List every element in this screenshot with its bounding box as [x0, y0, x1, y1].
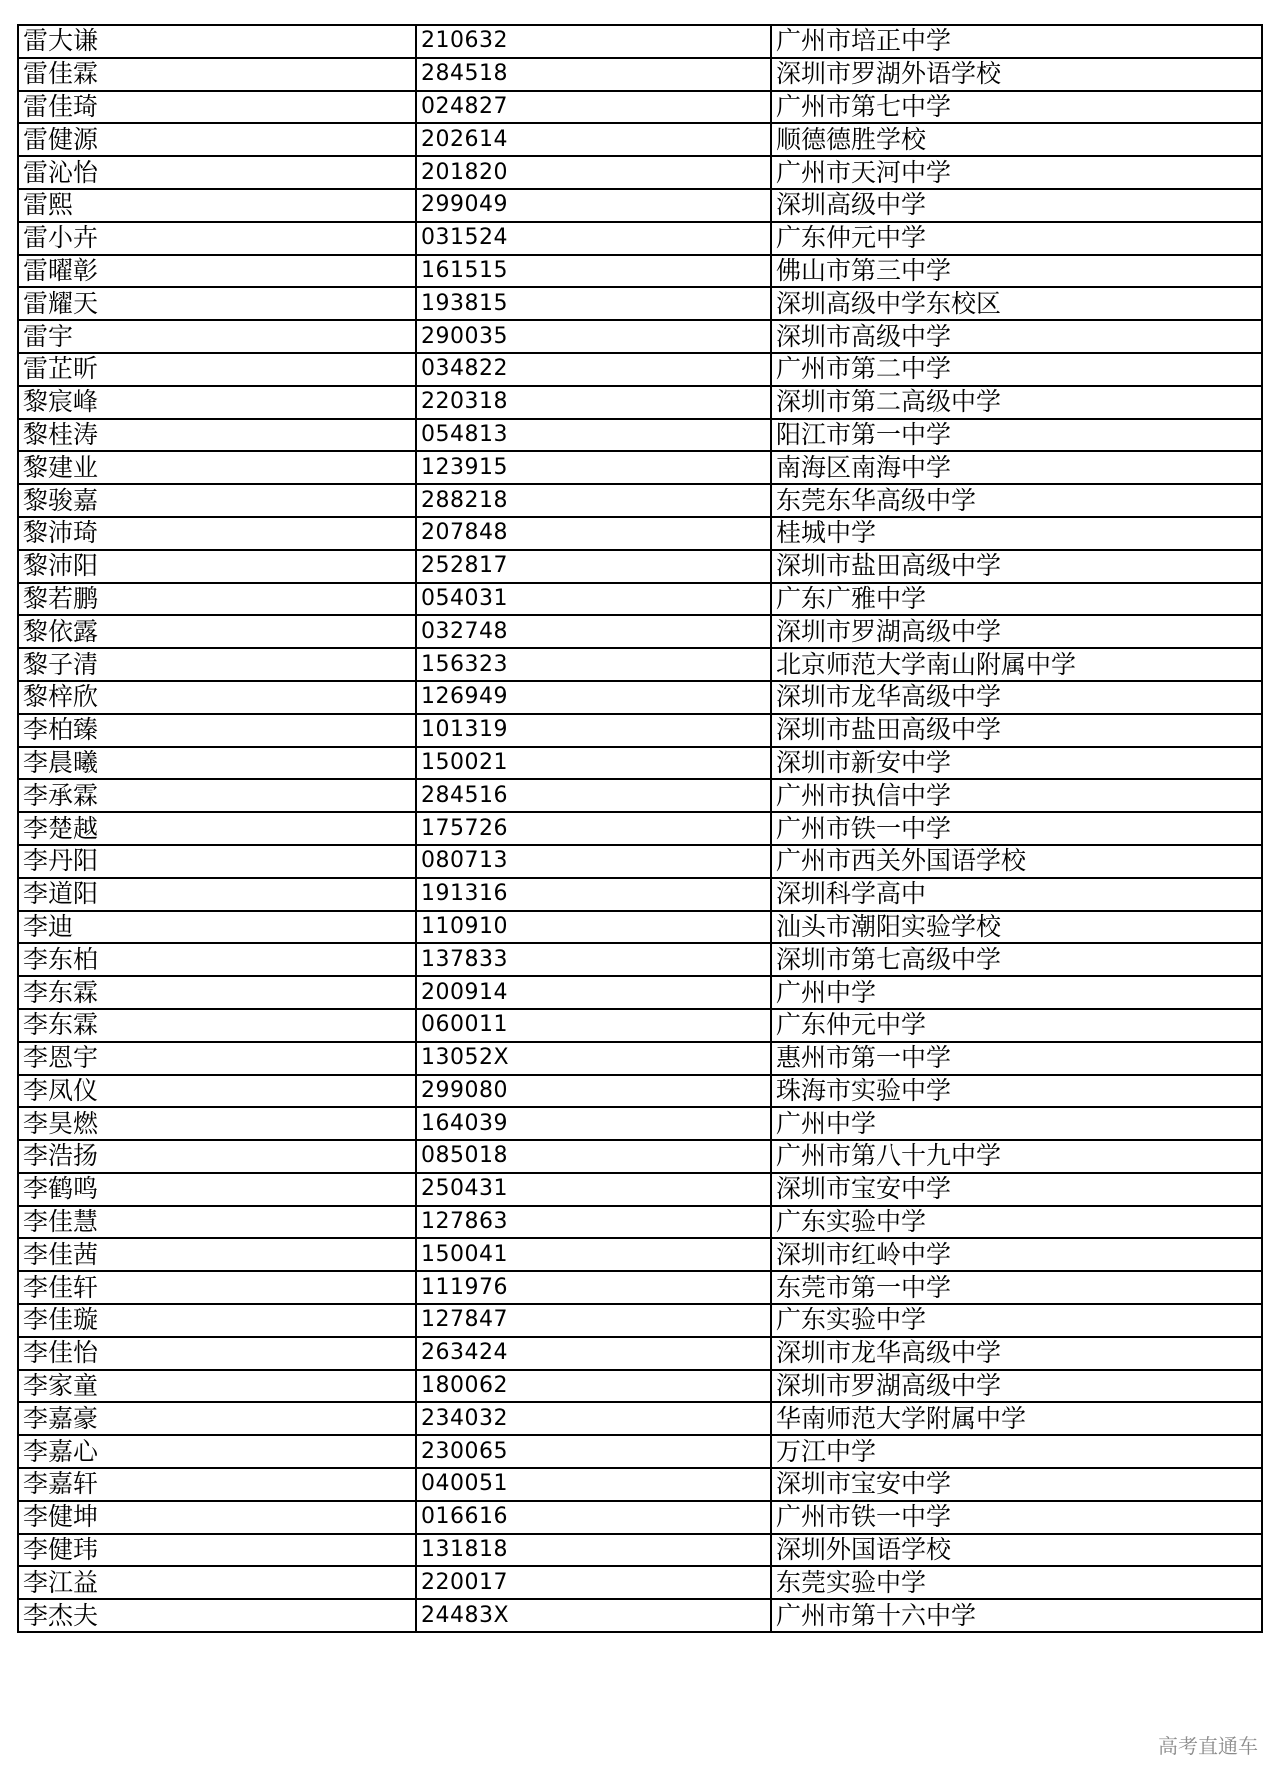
school-name-cell: 深圳市龙华高级中学 — [771, 1337, 1262, 1370]
candidate-id-cell: 299049 — [416, 189, 771, 222]
candidate-id-cell: 164039 — [416, 1107, 771, 1140]
school-name-cell: 深圳科学高中 — [771, 878, 1262, 911]
school-name-cell: 广州市西关外国语学校 — [771, 845, 1262, 878]
candidate-id-cell: 202614 — [416, 123, 771, 156]
school-name-cell: 广州中学 — [771, 976, 1262, 1009]
table-row — [18, 714, 1262, 747]
table-row — [18, 517, 1262, 550]
table-row — [18, 943, 1262, 976]
school-name-cell: 深圳市第二高级中学 — [771, 386, 1262, 419]
school-name-cell: 广州中学 — [771, 1107, 1262, 1140]
school-name-cell: 深圳市盐田高级中学 — [771, 550, 1262, 583]
candidate-id-cell: 060011 — [416, 1009, 771, 1042]
table-row — [18, 1238, 1262, 1271]
candidate-id-cell: 193815 — [416, 287, 771, 320]
school-name-cell: 广东仲元中学 — [771, 1009, 1262, 1042]
student-name-cell: 李丹阳 — [18, 845, 416, 878]
school-name-cell: 华南师范大学附属中学 — [771, 1402, 1262, 1435]
school-name-cell: 东莞市第一中学 — [771, 1271, 1262, 1304]
candidate-id-cell: 210632 — [416, 25, 771, 58]
school-name-cell: 广州市铁一中学 — [771, 812, 1262, 845]
student-name-cell: 黎若鹏 — [18, 583, 416, 616]
school-name-cell: 汕头市潮阳实验学校 — [771, 911, 1262, 944]
table-row — [18, 812, 1262, 845]
table-row — [18, 287, 1262, 320]
candidate-id-cell: 299080 — [416, 1075, 771, 1108]
candidate-id-cell: 207848 — [416, 517, 771, 550]
table-row — [18, 550, 1262, 583]
table-row — [18, 353, 1262, 386]
table-row — [18, 1140, 1262, 1173]
student-name-cell: 李东柏 — [18, 943, 416, 976]
school-name-cell: 广州市天河中学 — [771, 156, 1262, 189]
table-row — [18, 1435, 1262, 1468]
candidate-id-cell: 284518 — [416, 58, 771, 91]
table-row — [18, 1206, 1262, 1239]
table-row — [18, 615, 1262, 648]
school-name-cell: 深圳高级中学东校区 — [771, 287, 1262, 320]
roster-table — [17, 24, 1263, 1633]
student-name-cell: 李嘉豪 — [18, 1402, 416, 1435]
student-name-cell: 黎骏嘉 — [18, 484, 416, 517]
table-row — [18, 747, 1262, 780]
table-row — [18, 1042, 1262, 1075]
school-name-cell: 广州市铁一中学 — [771, 1501, 1262, 1534]
student-name-cell: 雷小卉 — [18, 222, 416, 255]
student-name-cell: 李嘉轩 — [18, 1468, 416, 1501]
school-name-cell: 广东实验中学 — [771, 1304, 1262, 1337]
school-name-cell: 顺德德胜学校 — [771, 123, 1262, 156]
candidate-id-cell: 054813 — [416, 419, 771, 452]
student-name-cell: 李迪 — [18, 911, 416, 944]
table-row — [18, 156, 1262, 189]
student-name-cell: 李东霖 — [18, 976, 416, 1009]
candidate-id-cell: 250431 — [416, 1173, 771, 1206]
table-row — [18, 189, 1262, 222]
table-row — [18, 1370, 1262, 1403]
student-name-cell: 李东霖 — [18, 1009, 416, 1042]
student-name-cell: 李浩扬 — [18, 1140, 416, 1173]
school-name-cell: 广州市第八十九中学 — [771, 1140, 1262, 1173]
school-name-cell: 深圳外国语学校 — [771, 1534, 1262, 1567]
table-row — [18, 911, 1262, 944]
candidate-id-cell: 252817 — [416, 550, 771, 583]
candidate-id-cell: 034822 — [416, 353, 771, 386]
candidate-id-cell: 127863 — [416, 1206, 771, 1239]
candidate-id-cell: 032748 — [416, 615, 771, 648]
table-row — [18, 1337, 1262, 1370]
student-name-cell: 李佳璇 — [18, 1304, 416, 1337]
student-name-cell: 雷曜彰 — [18, 255, 416, 288]
candidate-id-cell: 111976 — [416, 1271, 771, 1304]
student-name-cell: 黎建业 — [18, 451, 416, 484]
school-name-cell: 北京师范大学南山附属中学 — [771, 648, 1262, 681]
candidate-id-cell: 175726 — [416, 812, 771, 845]
student-name-cell: 雷沁怡 — [18, 156, 416, 189]
candidate-id-cell: 220318 — [416, 386, 771, 419]
student-name-cell: 李健坤 — [18, 1501, 416, 1534]
student-name-cell: 李杰夫 — [18, 1599, 416, 1632]
school-name-cell: 深圳市罗湖高级中学 — [771, 615, 1262, 648]
candidate-id-cell: 288218 — [416, 484, 771, 517]
school-name-cell: 深圳市红岭中学 — [771, 1238, 1262, 1271]
student-name-cell: 李凤仪 — [18, 1075, 416, 1108]
student-name-cell: 李昊燃 — [18, 1107, 416, 1140]
school-name-cell: 广东实验中学 — [771, 1206, 1262, 1239]
school-name-cell: 万江中学 — [771, 1435, 1262, 1468]
student-name-cell: 李佳茜 — [18, 1238, 416, 1271]
candidate-id-cell: 131818 — [416, 1534, 771, 1567]
candidate-id-cell: 234032 — [416, 1402, 771, 1435]
student-name-cell: 雷大谦 — [18, 25, 416, 58]
school-name-cell: 深圳市罗湖外语学校 — [771, 58, 1262, 91]
table-row — [18, 222, 1262, 255]
school-name-cell: 广州市培正中学 — [771, 25, 1262, 58]
roster-sheet — [17, 24, 1261, 1633]
student-name-cell: 黎梓欣 — [18, 681, 416, 714]
school-name-cell: 广东仲元中学 — [771, 222, 1262, 255]
roster-body — [18, 25, 1262, 1632]
table-row — [18, 1304, 1262, 1337]
student-name-cell: 黎子清 — [18, 648, 416, 681]
candidate-id-cell: 024827 — [416, 91, 771, 124]
candidate-id-cell: 080713 — [416, 845, 771, 878]
table-row — [18, 386, 1262, 419]
school-name-cell: 深圳市罗湖高级中学 — [771, 1370, 1262, 1403]
student-name-cell: 李健玮 — [18, 1534, 416, 1567]
school-name-cell: 珠海市实验中学 — [771, 1075, 1262, 1108]
candidate-id-cell: 123915 — [416, 451, 771, 484]
student-name-cell: 雷佳霖 — [18, 58, 416, 91]
candidate-id-cell: 180062 — [416, 1370, 771, 1403]
candidate-id-cell: 290035 — [416, 320, 771, 353]
student-name-cell: 黎沛琦 — [18, 517, 416, 550]
school-name-cell: 广州市第七中学 — [771, 91, 1262, 124]
candidate-id-cell: 220017 — [416, 1566, 771, 1599]
school-name-cell: 南海区南海中学 — [771, 451, 1262, 484]
candidate-id-cell: 24483X — [416, 1599, 771, 1632]
table-row — [18, 1107, 1262, 1140]
student-name-cell: 李楚越 — [18, 812, 416, 845]
school-name-cell: 深圳市龙华高级中学 — [771, 681, 1262, 714]
student-name-cell: 李鹤鸣 — [18, 1173, 416, 1206]
student-name-cell: 李佳怡 — [18, 1337, 416, 1370]
student-name-cell: 李佳慧 — [18, 1206, 416, 1239]
school-name-cell: 深圳市盐田高级中学 — [771, 714, 1262, 747]
table-row — [18, 878, 1262, 911]
candidate-id-cell: 156323 — [416, 648, 771, 681]
candidate-id-cell: 101319 — [416, 714, 771, 747]
school-name-cell: 东莞东华高级中学 — [771, 484, 1262, 517]
student-name-cell: 黎宸峰 — [18, 386, 416, 419]
table-row — [18, 25, 1262, 58]
student-name-cell: 黎依露 — [18, 615, 416, 648]
candidate-id-cell: 13052X — [416, 1042, 771, 1075]
school-name-cell: 深圳市高级中学 — [771, 320, 1262, 353]
school-name-cell: 深圳市宝安中学 — [771, 1173, 1262, 1206]
school-name-cell: 阳江市第一中学 — [771, 419, 1262, 452]
candidate-id-cell: 263424 — [416, 1337, 771, 1370]
student-name-cell: 黎沛阳 — [18, 550, 416, 583]
table-row — [18, 58, 1262, 91]
student-name-cell: 雷芷昕 — [18, 353, 416, 386]
school-name-cell: 广州市执信中学 — [771, 779, 1262, 812]
table-row — [18, 1566, 1262, 1599]
candidate-id-cell: 137833 — [416, 943, 771, 976]
table-row — [18, 1271, 1262, 1304]
school-name-cell: 广东广雅中学 — [771, 583, 1262, 616]
student-name-cell: 李嘉心 — [18, 1435, 416, 1468]
school-name-cell: 桂城中学 — [771, 517, 1262, 550]
table-row — [18, 123, 1262, 156]
student-name-cell: 李晨曦 — [18, 747, 416, 780]
school-name-cell: 惠州市第一中学 — [771, 1042, 1262, 1075]
student-name-cell: 李恩宇 — [18, 1042, 416, 1075]
table-row — [18, 583, 1262, 616]
table-row — [18, 451, 1262, 484]
candidate-id-cell: 201820 — [416, 156, 771, 189]
student-name-cell: 李江益 — [18, 1566, 416, 1599]
candidate-id-cell: 230065 — [416, 1435, 771, 1468]
table-row — [18, 1075, 1262, 1108]
table-row — [18, 976, 1262, 1009]
student-name-cell: 李佳轩 — [18, 1271, 416, 1304]
student-name-cell: 雷熙 — [18, 189, 416, 222]
school-name-cell: 广州市第十六中学 — [771, 1599, 1262, 1632]
student-name-cell: 雷健源 — [18, 123, 416, 156]
school-name-cell: 深圳高级中学 — [771, 189, 1262, 222]
candidate-id-cell: 126949 — [416, 681, 771, 714]
table-row — [18, 1501, 1262, 1534]
table-row — [18, 320, 1262, 353]
candidate-id-cell: 150021 — [416, 747, 771, 780]
table-row — [18, 1402, 1262, 1435]
watermark-text: 高考直通车 — [1158, 1734, 1258, 1758]
candidate-id-cell: 127847 — [416, 1304, 771, 1337]
table-row — [18, 681, 1262, 714]
candidate-id-cell: 284516 — [416, 779, 771, 812]
table-row — [18, 648, 1262, 681]
candidate-id-cell: 016616 — [416, 1501, 771, 1534]
candidate-id-cell: 054031 — [416, 583, 771, 616]
candidate-id-cell: 161515 — [416, 255, 771, 288]
table-row — [18, 1468, 1262, 1501]
table-row — [18, 255, 1262, 288]
table-row — [18, 91, 1262, 124]
table-row — [18, 779, 1262, 812]
table-row — [18, 1173, 1262, 1206]
candidate-id-cell: 040051 — [416, 1468, 771, 1501]
school-name-cell: 佛山市第三中学 — [771, 255, 1262, 288]
candidate-id-cell: 031524 — [416, 222, 771, 255]
candidate-id-cell: 085018 — [416, 1140, 771, 1173]
student-name-cell: 李柏臻 — [18, 714, 416, 747]
table-row — [18, 1599, 1262, 1632]
school-name-cell: 深圳市新安中学 — [771, 747, 1262, 780]
student-name-cell: 雷宇 — [18, 320, 416, 353]
table-row — [18, 1534, 1262, 1567]
school-name-cell: 深圳市第七高级中学 — [771, 943, 1262, 976]
candidate-id-cell: 110910 — [416, 911, 771, 944]
table-row — [18, 1009, 1262, 1042]
school-name-cell: 广州市第二中学 — [771, 353, 1262, 386]
school-name-cell: 东莞实验中学 — [771, 1566, 1262, 1599]
table-row — [18, 419, 1262, 452]
student-name-cell: 雷耀天 — [18, 287, 416, 320]
student-name-cell: 李家童 — [18, 1370, 416, 1403]
student-name-cell: 李承霖 — [18, 779, 416, 812]
student-name-cell: 雷佳琦 — [18, 91, 416, 124]
school-name-cell: 深圳市宝安中学 — [771, 1468, 1262, 1501]
candidate-id-cell: 200914 — [416, 976, 771, 1009]
table-row — [18, 484, 1262, 517]
student-name-cell: 黎桂涛 — [18, 419, 416, 452]
table-row — [18, 845, 1262, 878]
candidate-id-cell: 150041 — [416, 1238, 771, 1271]
candidate-id-cell: 191316 — [416, 878, 771, 911]
student-name-cell: 李道阳 — [18, 878, 416, 911]
